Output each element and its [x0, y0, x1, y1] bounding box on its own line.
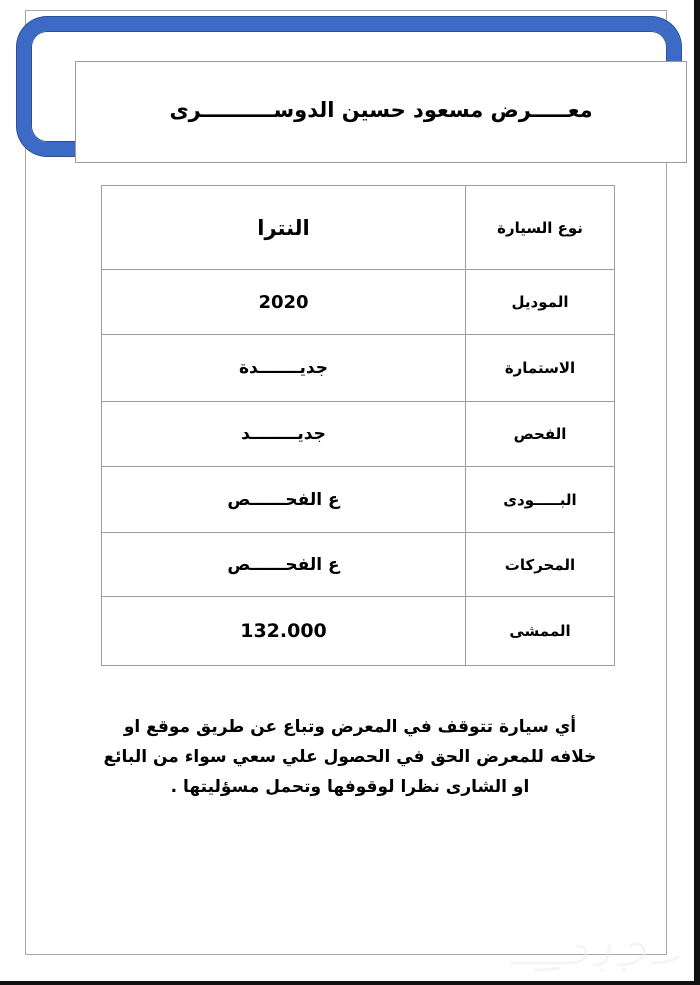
disclaimer-text: أي سيارة تتوقف في المعرض وتباع عن طريق موقع او خلافه للمعرض الحق في الحصول علي سعي سواء من البائع او الشارى نظرا لوقوفها وتحمل مسؤليتها .: [103, 717, 597, 797]
spec-label: الممشى: [466, 597, 615, 666]
table-row: [102, 402, 615, 467]
table-row: [102, 467, 615, 533]
scan-edge-bottom: [0, 981, 700, 985]
table-row: [102, 335, 615, 402]
table-row: [102, 186, 615, 270]
header-inner-box: [75, 61, 687, 163]
spec-value: 2020: [102, 270, 466, 335]
spec-label: الاستمارة: [466, 335, 615, 402]
spec-value: جديــــــــد: [102, 402, 466, 467]
spec-value: 132.000: [102, 597, 466, 666]
scan-edge-right: [694, 0, 700, 985]
page-title: معـــــرض مسعود حسين الدوســــــــــرى: [169, 98, 593, 122]
spec-label: المحركات: [466, 533, 615, 597]
spec-label: البـــــودى: [466, 467, 615, 533]
spec-value: ع الفحــــــص: [102, 533, 466, 597]
spec-value: ع الفحــــــص: [102, 467, 466, 533]
header-blue-frame: [17, 17, 681, 156]
table-row: [102, 270, 615, 335]
spec-label: الفحص: [466, 402, 615, 467]
table-row: [102, 533, 615, 597]
spec-value: جديـــــــدة: [102, 335, 466, 402]
spec-label: نوع السيارة: [466, 186, 615, 270]
table-row: [102, 597, 615, 666]
spec-value: النترا: [102, 186, 466, 270]
spec-label: الموديل: [466, 270, 615, 335]
car-specs-table: [101, 185, 615, 666]
